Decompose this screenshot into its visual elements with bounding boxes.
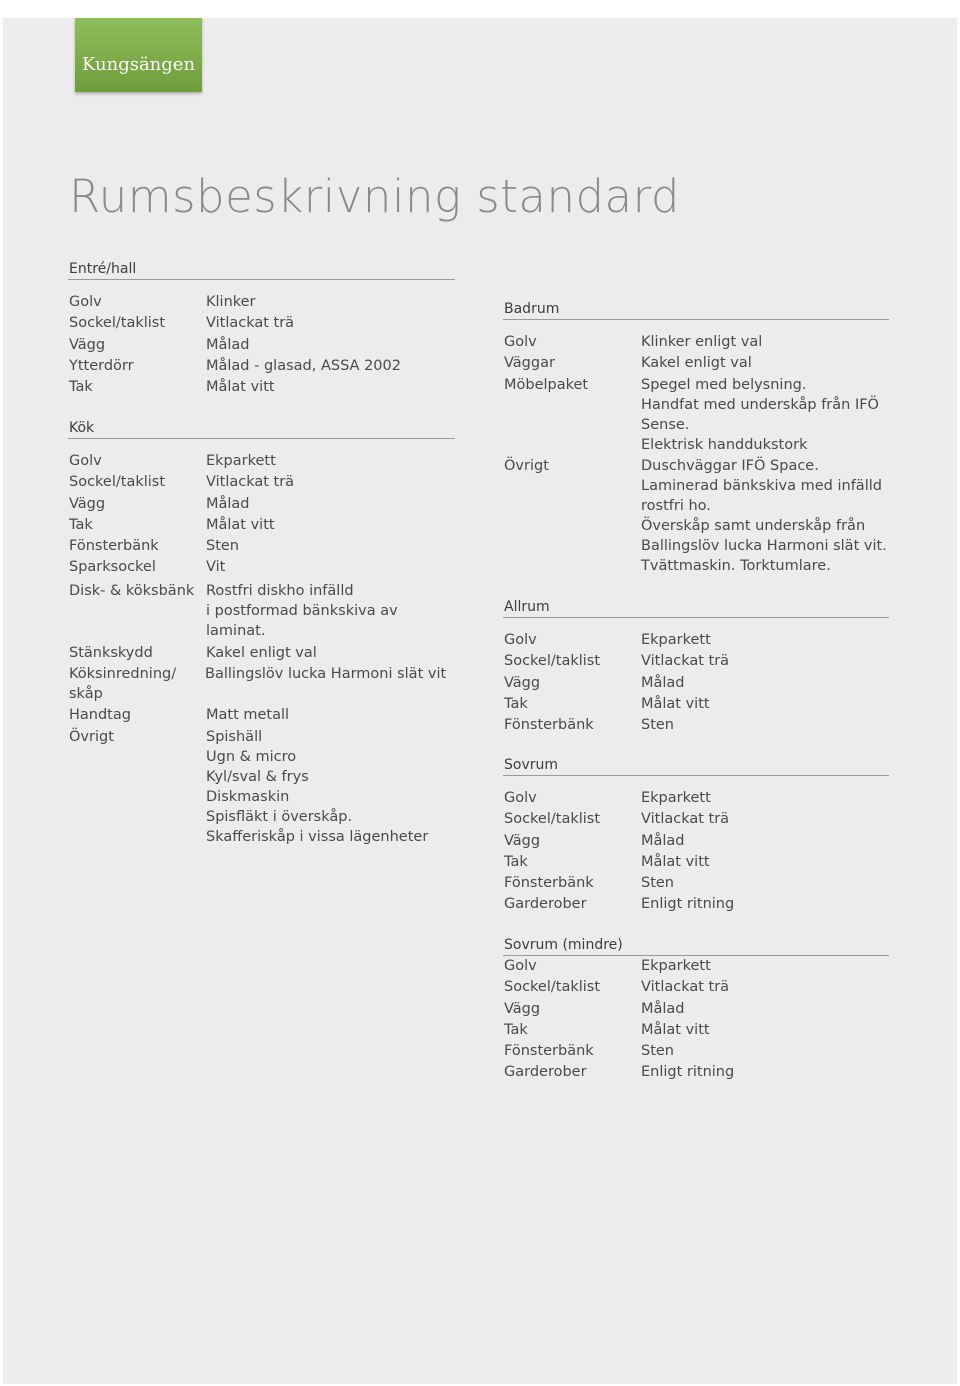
spec-row: [68, 581, 455, 641]
spec-value: [206, 581, 455, 641]
spec-value-line: Vitlackat trä: [206, 315, 295, 332]
spec-row: [68, 643, 455, 663]
spec-value: [206, 727, 455, 847]
spec-label: Garderober: [504, 896, 587, 913]
section-badrum: [503, 300, 889, 577]
spec-value: [205, 664, 455, 704]
spec-value-line: rostfri ho.: [641, 497, 711, 514]
spec-row: [68, 494, 455, 514]
spec-value-line: Målat vitt: [206, 516, 275, 533]
spec-value: [206, 515, 455, 535]
spec-value: [206, 494, 455, 514]
document-page: [3, 18, 957, 1384]
brand-tab: Kungsängen: [75, 18, 202, 92]
spec-value: [206, 356, 455, 376]
spec-row: [503, 651, 889, 671]
spec-row: [503, 353, 889, 373]
spec-value: [641, 809, 889, 829]
spec-value-line: Sten: [641, 1043, 675, 1060]
spec-row: [503, 630, 889, 650]
spec-label: Fönsterbänk: [504, 875, 594, 892]
spec-value-line: Spisfläkt i överskåp.: [206, 808, 353, 825]
spec-value: [206, 335, 455, 355]
spec-label: Handtag: [69, 707, 131, 724]
spec-row: [503, 715, 889, 735]
spec-value-line: Målat vitt: [641, 695, 710, 712]
spec-value-line: Sten: [206, 538, 240, 555]
spec-value-line: Målad: [206, 495, 250, 512]
spec-label: Övrigt: [504, 457, 549, 474]
spec-row: [503, 673, 889, 693]
spec-value-line: Ekparkett: [641, 632, 711, 648]
spec-value: [641, 831, 889, 851]
spec-value: [206, 536, 455, 556]
spec-label: Golv: [69, 453, 102, 469]
spec-row: [68, 472, 455, 492]
section-heading: Sovrum (mindre): [503, 936, 889, 956]
spec-row: [68, 727, 455, 847]
spec-label: Fönsterbänk: [504, 1043, 594, 1060]
spec-value-line: Spegel med belysning.: [641, 376, 807, 393]
spec-row: [68, 664, 455, 704]
spec-value: [206, 643, 455, 663]
spec-row: [503, 956, 889, 976]
spec-row: [68, 705, 455, 725]
spec-label: Vägg: [69, 495, 106, 512]
spec-value-line: Klinker: [206, 294, 256, 310]
spec-label: Ytterdörr: [69, 357, 134, 374]
spec-label: Golv: [504, 958, 537, 974]
spec-value-line: Målad - glasad, ASSA 2002: [206, 357, 401, 374]
spec-row: [503, 809, 889, 829]
spec-value-line: Vitlackat trä: [641, 653, 730, 670]
spec-value-line: Kakel enligt val: [641, 355, 752, 372]
spec-value-line: Enligt ritning: [641, 1064, 735, 1081]
spec-row: [503, 894, 889, 914]
section-entre: [68, 260, 455, 398]
spec-label: Stänkskydd: [69, 644, 153, 661]
spec-value: [641, 456, 889, 576]
spec-label: Tak: [69, 516, 93, 533]
spec-value: [206, 313, 455, 333]
spec-value-line: Målat vitt: [641, 853, 710, 870]
spec-value: [641, 1041, 889, 1061]
spec-value: [206, 377, 455, 397]
spec-value-line: Klinker enligt val: [641, 334, 763, 350]
row-list: [68, 451, 455, 847]
spec-label: Sparksockel: [69, 559, 156, 576]
spec-value-line: Ekparkett: [206, 453, 276, 469]
spec-value-line: Duschväggar IFÖ Space.: [641, 457, 819, 474]
spec-row: [503, 1041, 889, 1061]
spec-value: [641, 375, 889, 455]
spec-value-line: Kyl/sval & frys: [206, 768, 309, 785]
section-sovrum: [503, 756, 889, 916]
spec-value: [206, 472, 455, 492]
spec-label: Fönsterbänk: [504, 717, 594, 734]
row-list: [503, 788, 889, 914]
spec-value: [641, 332, 889, 352]
spec-label: Sockel/taklist: [69, 474, 166, 491]
spec-value-line: Målad: [206, 336, 250, 353]
spec-value-line: Elektrisk handdukstork: [641, 436, 808, 453]
spec-value-line: Laminerad bänkskiva med infälld: [641, 477, 882, 494]
spec-label: Vägg: [69, 336, 106, 353]
spec-label: Golv: [69, 294, 102, 310]
spec-value: [206, 292, 455, 312]
spec-label: Vägg: [504, 1000, 541, 1017]
spec-row: [68, 536, 455, 556]
spec-value: [206, 557, 455, 577]
spec-value: [641, 630, 889, 650]
spec-value-line: Skafferiskåp i vissa lägenheter: [206, 828, 429, 845]
spec-value-line: Sense.: [641, 416, 690, 433]
spec-value: [641, 852, 889, 872]
spec-label: Tak: [504, 1021, 528, 1038]
section-kok: [68, 419, 455, 848]
page-title: Rumsbeskrivning standard: [69, 170, 680, 223]
spec-label: Disk- & köksbänk: [69, 583, 195, 600]
spec-row: [68, 356, 455, 376]
spec-value-line: Ekparkett: [641, 790, 711, 806]
spec-row: [503, 999, 889, 1019]
spec-value: [641, 715, 889, 735]
spec-label: Sockel/taklist: [504, 979, 601, 996]
spec-value: [206, 451, 455, 471]
section-heading: Kök: [68, 419, 455, 439]
spec-row: [503, 694, 889, 714]
spec-row: [503, 332, 889, 352]
spec-label: Sockel/taklist: [504, 811, 601, 828]
spec-value-line: Ekparkett: [641, 958, 711, 974]
spec-row: [68, 377, 455, 397]
spec-label: Vägg: [504, 674, 541, 691]
spec-value-line: Tvättmaskin. Torktumlare.: [641, 557, 831, 574]
spec-value-line: Vitlackat trä: [641, 811, 730, 828]
spec-label: Tak: [504, 695, 528, 712]
spec-row: [503, 831, 889, 851]
spec-row: [503, 977, 889, 997]
spec-label: Tak: [69, 379, 93, 396]
spec-value-line: Vit: [206, 559, 226, 576]
spec-label: Golv: [504, 790, 537, 806]
spec-label: Övrigt: [69, 728, 114, 745]
section-sovrum-mindre: [503, 936, 889, 1084]
spec-value-line: Ballingslöv lucka Harmoni slät vit: [205, 666, 447, 683]
spec-value-line: Vitlackat trä: [206, 474, 295, 491]
spec-value: [641, 1062, 889, 1082]
spec-value: [641, 873, 889, 893]
spec-value: [641, 999, 889, 1019]
spec-label: Golv: [504, 632, 537, 648]
spec-value-line: Kakel enligt val: [206, 644, 317, 661]
spec-label: Sockel/taklist: [69, 315, 166, 332]
spec-value-line: Överskåp samt underskåp från: [641, 517, 866, 534]
spec-row: [503, 1062, 889, 1082]
spec-value: [641, 956, 889, 976]
spec-value-line: Målad: [641, 674, 685, 691]
spec-label: Tak: [504, 853, 528, 870]
spec-value: [641, 651, 889, 671]
spec-row: [68, 292, 455, 312]
spec-label: Fönsterbänk: [69, 538, 159, 555]
spec-row: [503, 852, 889, 872]
spec-value: [641, 977, 889, 997]
spec-value-line: Rostfri diskho infälld: [206, 583, 354, 600]
spec-value-line: Ugn & micro: [206, 748, 297, 765]
spec-label: Garderober: [504, 1064, 587, 1081]
spec-label: Vägg: [504, 832, 541, 849]
spec-value: [641, 673, 889, 693]
spec-value: [206, 705, 455, 725]
section-heading: Sovrum: [503, 756, 889, 776]
row-list: [503, 630, 889, 735]
row-list: [503, 956, 889, 1082]
section-allrum: [503, 598, 889, 736]
spec-row: [503, 873, 889, 893]
spec-value-line: Sten: [641, 875, 675, 892]
spec-value: [641, 894, 889, 914]
spec-value: [641, 353, 889, 373]
spec-row: [503, 1020, 889, 1040]
section-heading: Badrum: [503, 300, 889, 320]
spec-label: Möbelpaket: [504, 376, 589, 393]
spec-value-line: Handfat med underskåp från IFÖ: [641, 396, 879, 413]
spec-row: [503, 788, 889, 808]
spec-value-line: Spishäll: [206, 728, 263, 745]
spec-row: [503, 375, 889, 455]
spec-value: [641, 694, 889, 714]
spec-value-line: Målat vitt: [641, 1021, 710, 1038]
spec-row: [68, 451, 455, 471]
row-list: [68, 292, 455, 397]
spec-value-line: Matt metall: [206, 707, 290, 724]
spec-value-line: Målad: [641, 832, 685, 849]
spec-value: [641, 788, 889, 808]
spec-value-line: Enligt ritning: [641, 896, 735, 913]
spec-value-line: Vitlackat trä: [641, 979, 730, 996]
spec-row: [68, 557, 455, 577]
spec-row: [503, 456, 889, 576]
spec-row: [68, 515, 455, 535]
spec-value: [641, 1020, 889, 1040]
section-heading: Entré/hall: [68, 260, 455, 280]
row-list: [503, 332, 889, 576]
spec-label: Golv: [504, 334, 537, 350]
spec-value-line: Ballingslöv lucka Harmoni slät vit.: [641, 537, 887, 554]
spec-value-line: Diskmaskin: [206, 788, 290, 805]
spec-label: Köksinredning/ skåp: [69, 666, 177, 703]
spec-value-line: Målat vitt: [206, 379, 275, 396]
spec-value-line: Sten: [641, 717, 675, 734]
spec-value-line: Målad: [641, 1000, 685, 1017]
spec-label: Sockel/taklist: [504, 653, 601, 670]
spec-value-line: i postformad bänkskiva av laminat.: [206, 603, 398, 640]
spec-row: [68, 335, 455, 355]
section-heading: Allrum: [503, 598, 889, 618]
spec-label: Väggar: [504, 355, 555, 372]
spec-row: [68, 313, 455, 333]
